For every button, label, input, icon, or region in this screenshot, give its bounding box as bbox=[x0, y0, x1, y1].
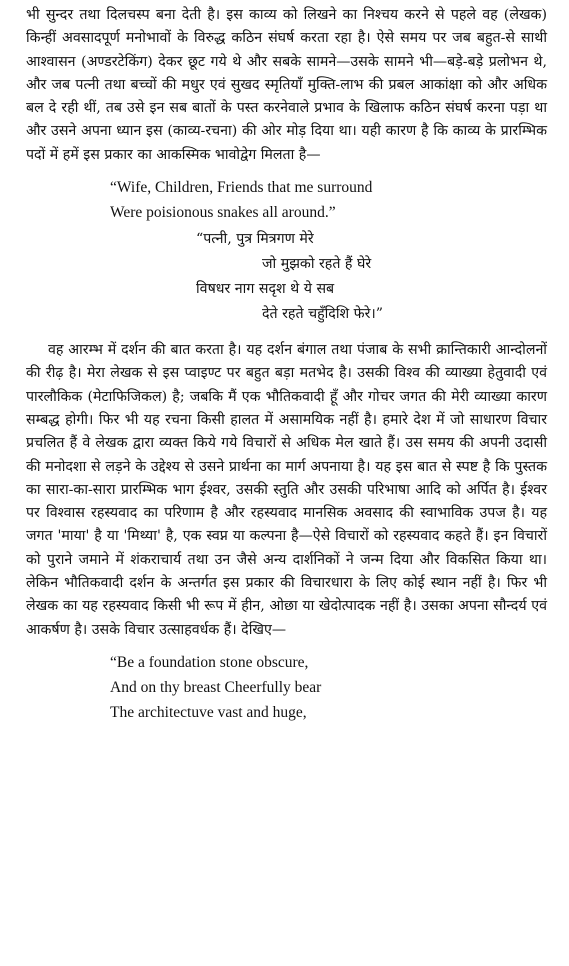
verse-line: “पत्नी, पुत्र मित्रगण मेरे bbox=[196, 231, 314, 248]
verse-line: विषधर नाग सदृश थे ये सब bbox=[196, 281, 335, 298]
paragraph-2: वह आरम्भ में दर्शन की बात करता है। यह दर्शन बंगाल तथा पंजाब के सभी क्रान्तिकारी आन्दोलनों की रीढ़ है। मेरा लेखक से इस प्वाइण्ट पर बहुत बड़ा मतभेद है। उसकी विश्व की व्याख्या हेतुवादी एवं पारलौकिक (मेटाफिजिकल) है; जबकि मैं एक भौतिकवादी हूँ और गोचर जगत की मेरी व्याख्या कारण सम्बद्ध होगी। फिर भी यह रचना किसी हालत में असामयिक नहीं है। हमारे देश में जो साधारण विचार प्रचलित हैं वे लेखक द्वारा व्यक्त किये गये विचारों से अधिक मेल खाते हैं। उस समय की अपनी उदासी की मनोदशा से लड़ने के उद्देश्य से उसने प्रार्थना का मार्ग अपनाया है। यह इस बात से स्पष्ट है कि पुस्तक का सारा-का-सारा प्रारम्भिक भाग ईश्वर, उसकी स्तुति और उसकी परिभाषा आदि को अर्पित है। ईश्वर पर विश्वास रहस्यवाद का परिणाम है और रहस्यवाद मानसिक अवसाद की स्वाभाविक उपज है। यह जगत 'माया' है या 'मिथ्या' है, एक स्वप्न या कल्पना है—ऐसे विचारों को रहस्यवाद कहते हैं। इन विचारों को पुराने जमाने में शंकराचार्य तथा उन जैसे अन्य दार्शनिकों ने जन्म दिया और विकसित किया था। लेकिन भौतिकवादी दर्शन के अन्तर्गत इस प्रकार की विचारधारा के लिए कोई स्थान नहीं है। फिर भी लेखक का यह रहस्यवाद किसी भी रूप में हीन, ओछा या खेदोत्पादक नहीं है। उसका अपना सौन्दर्य एवं आकर्षण है। उसके विचार उत्साहवर्धक हैं। देखिए— bbox=[26, 342, 547, 638]
quote-line: And on thy breast Cheerfully bear bbox=[110, 678, 322, 696]
english-quote-1 bbox=[26, 175, 547, 225]
verse-line: देते रहते चहुँदिशि फेरे।” bbox=[262, 306, 384, 323]
quote-line: Were poisionous snakes all around.” bbox=[110, 204, 336, 222]
quote-line: The architectuve vast and huge, bbox=[110, 703, 307, 721]
spacer bbox=[26, 327, 547, 339]
quote-line: “Wife, Children, Friends that me surround bbox=[110, 179, 373, 197]
hindi-verse bbox=[26, 227, 547, 327]
verse-line: जो मुझको रहते हैं घेरे bbox=[262, 256, 372, 273]
paragraph-1: भी सुन्दर तथा दिलचस्प बना देती है। इस काव्य को लिखने का निश्चय करने से पहले वह (लेखक) किन्हीं अवसादपूर्ण मनोभावों के विरुद्ध कठिन संघर्ष करता रहा है। ऐसे समय पर जब बहुत-से साथी आश्वासन (अण्डरटेकिंग) देकर छूट गये थे और सबके सामने—उसके सामने भी—बड़े-बड़े प्रलोभन थे, और जब पत्नी तथा बच्चों की मधुर एवं सुखद स्मृतियाँ मुक्ति-लाभ की प्रबल आकांक्षा को और अधिक बल दे रही थीं, तब उसे इन सब बातों के पस्त करनेवाले प्रभाव के खिलाफ कठिन संघर्ष करना पड़ा था और उसने अपना ध्यान इस (काव्य-रचना) की ओर मोड़ दिया था। यही कारण है कि काव्य के प्रारम्भिक पदों में हमें इस प्रकार का आकस्मिक भावोद्वेग मिलता है— bbox=[26, 7, 547, 163]
quote-line: “Be a foundation stone obscure, bbox=[110, 653, 309, 671]
english-quote-2 bbox=[26, 650, 547, 725]
